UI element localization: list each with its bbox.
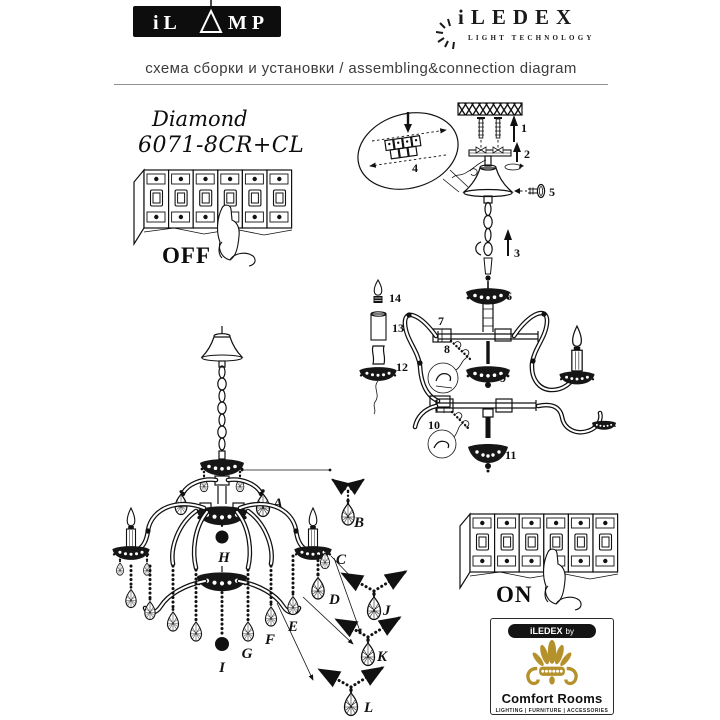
crown-icon	[519, 638, 585, 690]
breaker-panel-on	[460, 514, 618, 610]
ilamp-text-left: iL	[153, 12, 182, 34]
step-label-2: 2	[524, 147, 530, 161]
part-label-D: D	[329, 592, 340, 608]
part-label-F: F	[264, 632, 276, 648]
part-label-I: I	[219, 660, 225, 676]
glass-piece	[372, 346, 384, 364]
step-label-11: 11	[505, 448, 517, 462]
part-label-H: H	[218, 550, 230, 566]
iledex-tagline: LIGHT TECHNOLOGY	[468, 34, 595, 42]
step-label-12: 12	[396, 360, 408, 374]
part-label-K: K	[377, 649, 388, 665]
candle-right-bobeche	[559, 371, 594, 384]
step-label-9: 9	[500, 371, 506, 385]
product-model: 6071-8CR+CL	[138, 133, 305, 159]
lamp-wire	[374, 381, 378, 414]
badge-by: by	[565, 626, 574, 636]
upper-dish	[466, 288, 510, 304]
ceiling	[458, 103, 522, 115]
ilamp-text-right: MP	[228, 12, 270, 34]
strand-B	[333, 480, 364, 531]
bobeche-12	[359, 367, 396, 381]
step-label-3: 3	[514, 246, 520, 260]
hanging-chain	[476, 196, 492, 289]
terminal-block	[385, 136, 422, 160]
step-label-4: 4	[412, 161, 418, 175]
step-label-7: 7	[438, 314, 444, 328]
wiring-callout	[349, 101, 468, 200]
badge-brand: iLEDEX	[530, 626, 563, 637]
canopy-screw	[514, 185, 545, 198]
chandelier-chain	[218, 366, 226, 450]
tier2-assembly	[415, 399, 616, 473]
left-candle-bobeche	[112, 546, 149, 560]
chandelier-canopy	[202, 334, 242, 361]
connector-hooks-8	[451, 341, 470, 359]
candle-sleeve-13	[371, 312, 386, 340]
connector-hooks-10	[452, 412, 470, 430]
step-label-10: 10	[428, 418, 440, 432]
canopy	[464, 156, 512, 197]
comfort-rooms-tagline: LIGHTING | FURNITURE | ACCESSORIES	[495, 708, 609, 714]
strand-J	[343, 572, 405, 620]
hook-detail-callout-1	[428, 357, 468, 393]
part-label-G: G	[241, 646, 253, 662]
strand-L	[320, 668, 382, 716]
part-label-C: C	[336, 552, 347, 568]
top-dish	[200, 459, 244, 475]
anchor-screw	[477, 118, 485, 150]
ball-H	[216, 531, 229, 544]
iledex-by-badge	[508, 624, 596, 638]
candle-right	[572, 326, 582, 371]
part-label-E: E	[287, 619, 299, 635]
crossbar-tier1	[438, 331, 538, 342]
page-subtitle: схема сборки и установки / assembling&connection diagram	[114, 60, 608, 85]
iledex-text: iLEDEX	[458, 5, 579, 29]
arrow-up-step3	[504, 229, 512, 256]
mounting-bracket	[469, 147, 511, 156]
breaker-panel-off	[134, 170, 292, 268]
wire-hook	[470, 169, 477, 176]
arrow-up-step1	[510, 115, 518, 142]
step-label-1: 1	[521, 121, 527, 135]
comfort-rooms-wordmark: Comfort Rooms	[501, 691, 603, 706]
step-label-6: 6	[506, 289, 512, 303]
step-label-8: 8	[444, 342, 450, 356]
step-label-13: 13	[392, 321, 404, 335]
part-label-L: L	[364, 700, 374, 716]
anchor-screw	[494, 118, 502, 150]
right-candle	[309, 508, 318, 547]
ceiling-mount-assembly	[349, 101, 555, 289]
comfort-rooms-logo	[490, 618, 614, 715]
center-column	[483, 303, 493, 332]
product-series: Diamond	[152, 107, 248, 131]
part-label-B: B	[354, 515, 365, 531]
reference-strands	[277, 480, 405, 716]
part-label-A: A	[273, 496, 284, 512]
step-label-5: 5	[549, 185, 555, 199]
on-label: ON	[496, 582, 533, 607]
flame-bulb-14	[374, 280, 383, 303]
step-label-14: 14	[389, 291, 401, 305]
ball-I	[215, 637, 229, 651]
bottom-bowl-11	[468, 444, 508, 473]
part-label-J: J	[383, 603, 391, 619]
left-candle	[127, 508, 136, 547]
off-label: OFF	[162, 243, 211, 268]
chandelier-drawing	[112, 326, 347, 676]
tier1-assembly	[359, 280, 594, 414]
strand-K	[337, 618, 399, 666]
